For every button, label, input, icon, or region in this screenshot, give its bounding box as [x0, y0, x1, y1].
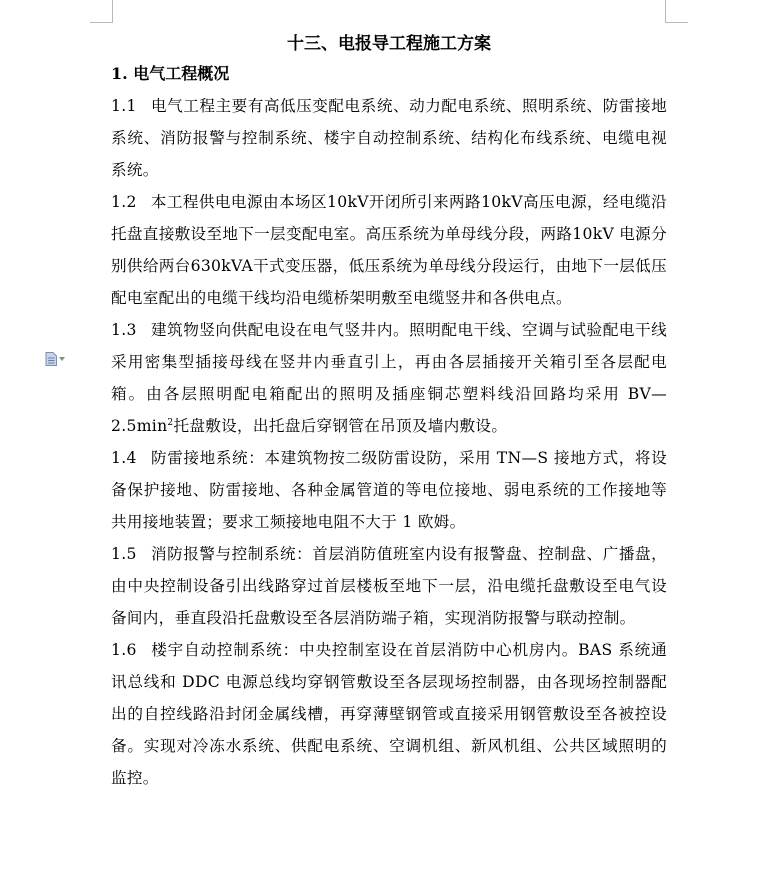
chevron-down-icon [59, 357, 65, 361]
paragraph-text: 电气工程主要有高低压变配电系统、动力配电系统、照明系统、防雷接地系统、消防报警与控制系统、楼宇自动控制系统、结构化布线系统、电缆电视系统。 [111, 97, 667, 179]
paragraph-number: 1.6 [111, 641, 137, 659]
paragraph-text-continued: 托盘敷设，出托盘后穿钢管在吊顶及墙内敷设。 [173, 417, 508, 435]
paragraph-number: 1.2 [111, 193, 137, 211]
document-body [111, 32, 667, 794]
page-corner-mark-right [665, 0, 688, 23]
paragraph-text: 本工程供电电源由本场区10kV开闭所引来两路10kV高压电源，经电缆沿托盘直接敷设至地下一层变配电室。高压系统为单母线分段，两路10kV 电源分别供给两台630kVA干式变压器，低压系统为单母线分段运行，由地下一层低压配电室配出的电缆干线均沿电缆桥架明敷至电缆竖井和各供电点。 [111, 193, 667, 307]
paragraph-number: 1.4 [111, 449, 137, 467]
paragraph-1-5 [111, 538, 667, 634]
paragraph-text: 楼宇自动控制系统：中央控制室设在首层消防中心机房内。BAS 系统通讯总线和 DDC 电源总线均穿钢管敷设至各层现场控制器，由各现场控制器配出的自控线路沿封闭金属线槽，再穿薄壁钢管或直接采用钢管敷设至各被控设备。实现对冷冻水系统、供配电系统、空调机组、新风机组、公共区域照明的监控。 [111, 641, 667, 787]
paragraph-number: 1.5 [111, 545, 137, 563]
paragraph-1-1 [111, 90, 667, 186]
paragraph-number: 1.1 [111, 97, 137, 115]
paragraph-1-4 [111, 442, 667, 538]
superscript: 2 [167, 417, 174, 428]
paragraph-number: 1.3 [111, 321, 137, 339]
paragraph-1-6 [111, 634, 667, 794]
section-heading: 1. 电气工程概况 [111, 64, 230, 83]
document-icon [45, 352, 57, 366]
page-corner-mark-left [90, 0, 113, 23]
paragraph-1-2 [111, 186, 667, 314]
document-title: 十三、电报导工程施工方案 [287, 34, 491, 54]
paragraph-text: 消防报警与控制系统：首层消防值班室内设有报警盘、控制盘、广播盘，由中央控制设备引出线路穿过首层楼板至地下一层，沿电缆托盘敷设至电气设备间内，垂直段沿托盘敷设至各层消防端子箱，实现消防报警与联动控制。 [111, 545, 667, 627]
paragraph-text: 建筑物竖向供配电设在电气竖井内。照明配电干线、空调与试验配电干线采用密集型插接母线在竖井内垂直引上，再由各层插接开关箱引至各层配电箱。由各层照明配电箱配出的照明及插座铜芯塑料线沿回路均采用 BV—2.5min [111, 321, 667, 435]
paragraph-options-icon[interactable] [45, 352, 65, 366]
paragraph-1-3 [111, 314, 667, 442]
paragraph-text: 防雷接地系统：本建筑物按二级防雷设防，采用 TN—S 接地方式，将设备保护接地、防雷接地、各种金属管道的等电位接地、弱电系统的工作接地等共用接地装置；要求工频接地电阻不大于 1 欧姆。 [111, 449, 667, 531]
